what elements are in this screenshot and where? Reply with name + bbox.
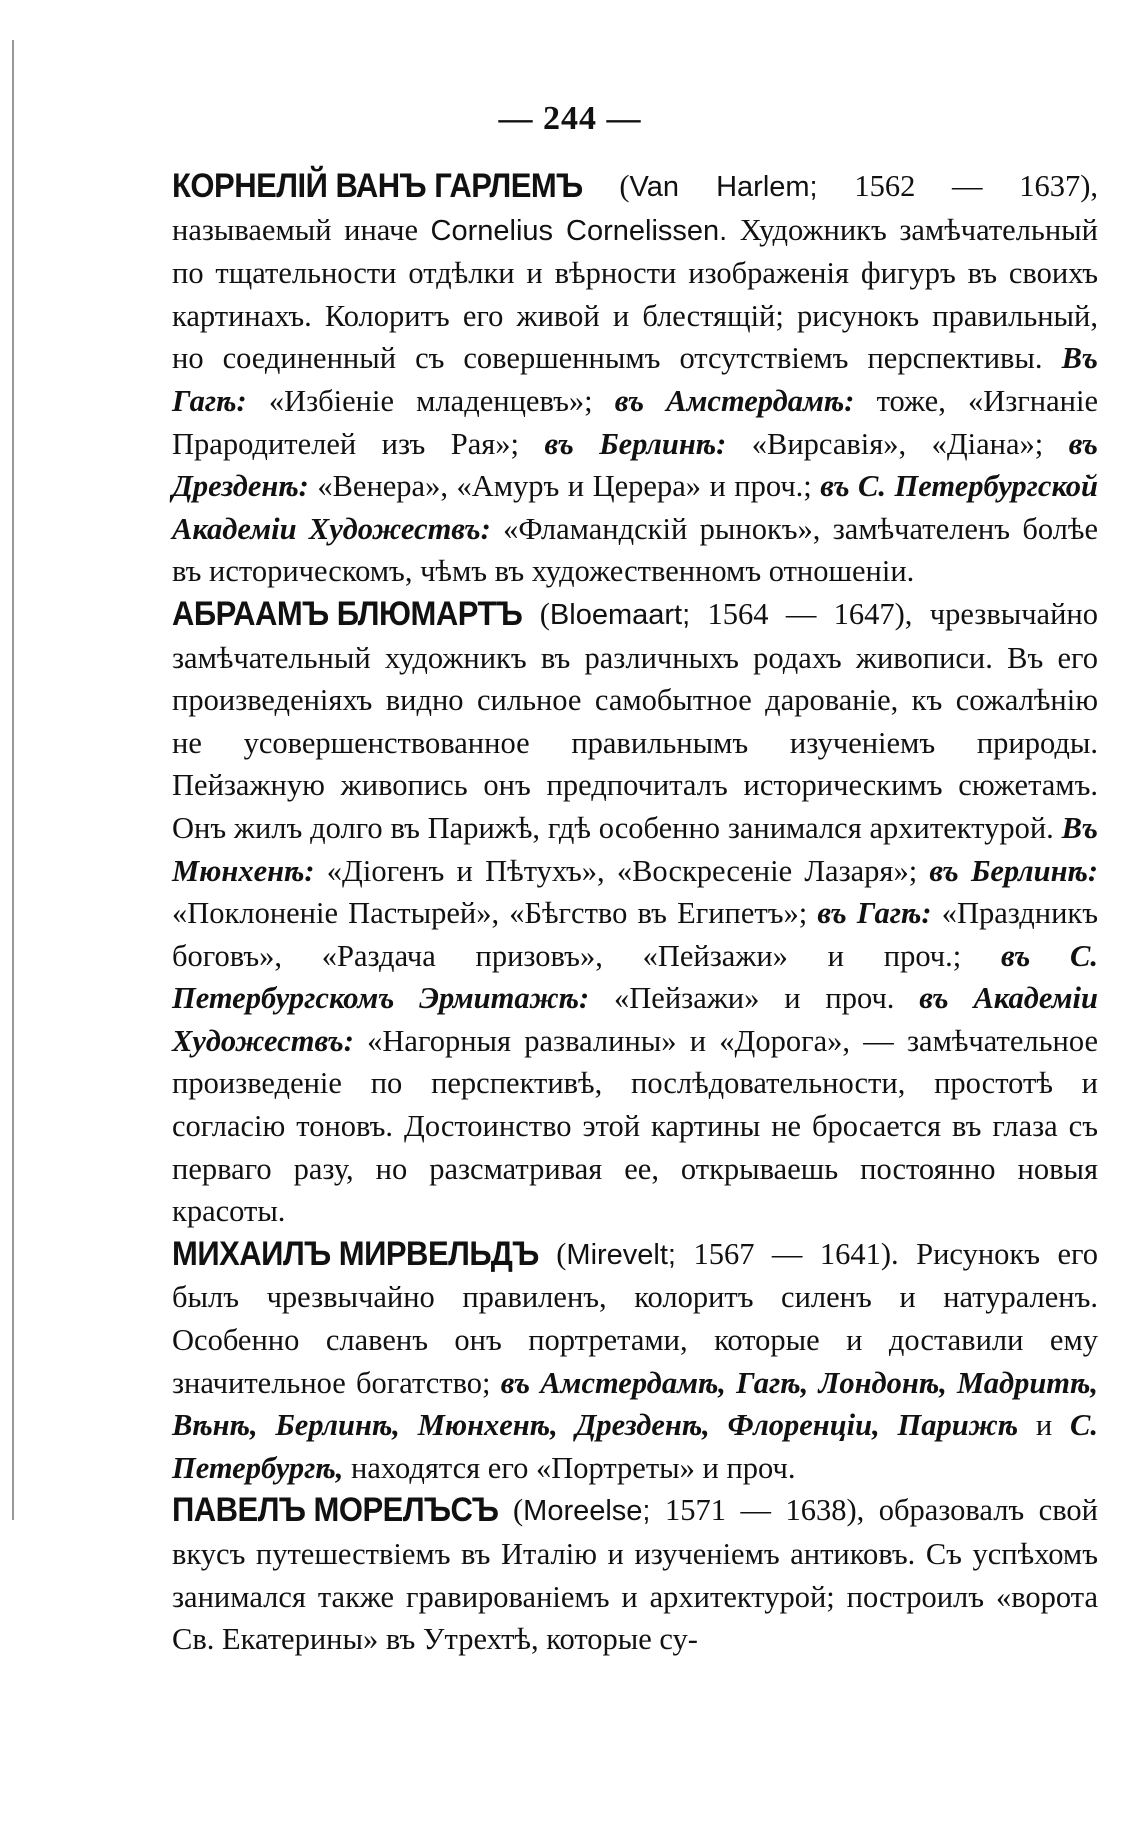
location-label: въ С. Петербургскомъ Эрмитажѣ: — [172, 938, 1098, 1016]
location-label: въ Берлинѣ: — [929, 853, 1099, 888]
body-text: тоже, «Изгнаніе Прародителей изъ Рая»; — [172, 383, 1099, 461]
entry-paragraph — [172, 1489, 1098, 1660]
body-text: «Праздникъ боговъ», «Раздача призовъ», «Пейзажи» и проч.; — [172, 896, 1098, 973]
body-text: «Діогенъ и Пѣтухъ», «Воскресеніе Лазаря»; — [314, 853, 930, 888]
artist-name: АБРААМЪ БЛЮМАРТЪ — [172, 593, 523, 633]
location-label: въ Академіи Художествъ: — [172, 981, 1098, 1058]
entry-paragraph — [172, 593, 1098, 1233]
location-label: въ Гагѣ: — [817, 896, 932, 931]
latin-name: Mirevelt; — [566, 1238, 676, 1271]
location-label: въ Амстердамѣ, Гагѣ, Лондонѣ, Мадритѣ, Вѣнѣ, Берлинѣ, Мюнхенѣ, Дрезденѣ, Флоренціи, Парижѣ — [172, 1365, 1098, 1443]
body-text: 1571 — 1638), образовалъ свой вкусъ путешествіемъ въ Италію и изученіемъ антиковъ. Съ успѣхомъ занимался также гравированіемъ и архитектурой; построилъ «ворота Св. Екатерины» въ Утрехтѣ, которые су- — [172, 1493, 1098, 1657]
body-text: ( — [582, 169, 630, 203]
body-text: «Венера», «Амуръ и Церера» и проч.; — [308, 469, 821, 504]
location-label: Въ Гагѣ: — [172, 341, 1098, 418]
entry-paragraph — [172, 1233, 1098, 1490]
location-label: въ С. Петербургской Академіи Художествъ: — [172, 469, 1098, 546]
location-label: Въ Мюнхенѣ: — [172, 810, 1098, 888]
body-text: находятся его «Портреты» и проч. — [343, 1450, 796, 1485]
location-label: въ Амстердамѣ: — [614, 383, 855, 418]
location-label: въ Берлинѣ: — [544, 426, 727, 461]
latin-name: Bloemaart; — [549, 598, 691, 631]
body-text: ( — [538, 1236, 567, 1271]
body-text: «Пейзажи» и проч. — [589, 981, 920, 1016]
body-text: «Вирсавія», «Діана»; — [726, 426, 1069, 461]
body-text: «Поклоненіе Пастырей», «Бѣгство въ Египетъ»; — [172, 896, 818, 931]
article-text — [172, 165, 1098, 1661]
body-text: Художникъ замѣчательный по тщательности отдѣлки и вѣрности изображенія фигуръ въ своихъ картинахъ. Колоритъ его живой и блестящій; рисунокъ правильный, но соединенный съ совершеннымъ отсутствіемъ перспективы. — [172, 212, 1098, 376]
body-text: «Фламандскій рынокъ», замѣчателенъ болѣе въ историческомъ, чѣмъ въ художественномъ отношеніи. — [172, 511, 1098, 589]
body-text: 1562 — 1637), называемый иначе — [172, 169, 1098, 247]
location-label: въ Дрезденѣ: — [172, 426, 1098, 504]
entry-paragraph — [172, 165, 1098, 593]
body-text: «Избіеніе младенцевъ»; — [246, 383, 615, 418]
location-label: С. Петербургѣ, — [172, 1408, 1098, 1485]
artist-name: ПАВЕЛЪ МОРЕЛЪСЪ — [172, 1490, 499, 1530]
artist-name: КОРНЕЛІЙ ВАНЪ ГАРЛЕМЪ — [172, 165, 583, 206]
body-text: «Нагорныя развалины» и «Дорога», — замѣчательное произведеніе по перспективѣ, послѣдовательности, простотѣ и согласію тоновъ. Достоинство этой картины не бросается въ глаза съ перваго разу, но разсматривая ее, открываешь постоянно новыя красоты. — [172, 1023, 1098, 1229]
body-text: 1564 — 1647), чрезвычайно замѣчательный художникъ въ различныхъ родахъ живописи. Въ его произведеніяхъ видно сильное самобытное дарованіе, къ сожалѣнію не усовершенствованное правильнымъ изученіемъ природы. Пейзажную живопись онъ предпочиталъ историческимъ сюжетамъ. Онъ жилъ долго въ Парижѣ, гдѣ особенно занимался архитектурой. — [172, 596, 1098, 845]
body-text: и — [1018, 1408, 1071, 1443]
latin-name: Moreelse; — [523, 1495, 651, 1528]
latin-name: Cornelius Cornelissen. — [430, 214, 728, 247]
body-text: ( — [498, 1493, 524, 1528]
latin-name: Van Harlem; — [629, 171, 818, 203]
body-text: 1567 — 1641). Рисунокъ его былъ чрезвычайно правиленъ, колоритъ силенъ и натураленъ. Особенно славенъ онъ портретами, которые и доставили ему значительное богатство; — [172, 1236, 1098, 1400]
page-edge-line — [12, 40, 14, 1520]
page-number: — 244 — — [498, 100, 642, 137]
artist-name: МИХАИЛЪ МИРВЕЛЬДЪ — [172, 1233, 539, 1273]
body-text: ( — [522, 596, 550, 631]
